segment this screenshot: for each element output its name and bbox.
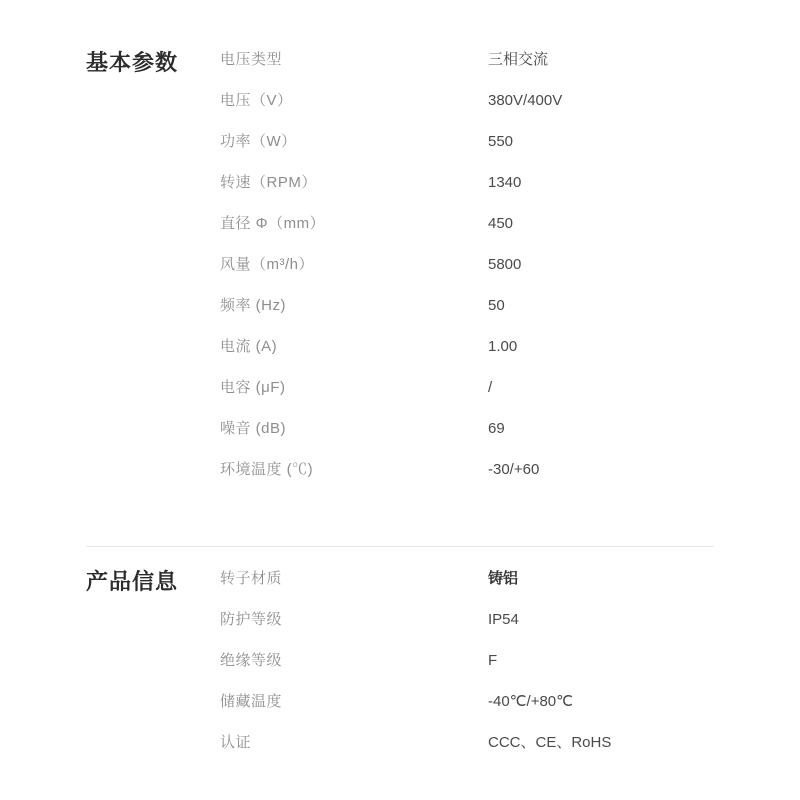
spec-value: 三相交流 [488, 51, 549, 68]
spec-row [220, 458, 800, 499]
section-title-basic: 基本参数 [86, 50, 179, 75]
spec-label: 电压类型 [220, 51, 283, 68]
spec-label: 直径 Φ（mm） [220, 215, 326, 232]
spec-row [220, 212, 800, 253]
spec-row [220, 171, 800, 212]
spec-label: 防护等级 [220, 611, 283, 628]
spec-row [220, 89, 800, 130]
spec-row [220, 376, 800, 417]
spec-label: 环境温度 (℃) [220, 461, 314, 478]
spec-row [220, 690, 800, 731]
spec-row [220, 417, 800, 458]
spec-label: 绝缘等级 [220, 652, 283, 669]
spec-value: 450 [488, 215, 514, 232]
spec-label: 噪音 (dB) [220, 420, 287, 437]
spec-table-product [220, 567, 800, 772]
spec-label: 转速（RPM） [220, 174, 317, 191]
spec-value: 5800 [488, 256, 522, 273]
spec-row [220, 335, 800, 376]
spec-value: -30/+60 [488, 461, 540, 478]
spec-value: IP54 [488, 611, 519, 628]
spec-label: 认证 [220, 734, 252, 751]
spec-label: 储藏温度 [220, 693, 283, 710]
spec-row [220, 567, 800, 608]
spec-value: 铸铝 [488, 570, 519, 587]
spec-label: 频率 (Hz) [220, 297, 286, 314]
spec-value: 550 [488, 133, 514, 150]
spec-label: 功率（W） [220, 133, 297, 150]
spec-value: 1.00 [488, 338, 518, 355]
spec-label: 电压（V） [220, 92, 293, 109]
spec-label: 转子材质 [220, 570, 283, 587]
spec-row [220, 48, 800, 89]
spec-value: 50 [488, 297, 505, 314]
spec-value: F [488, 652, 498, 669]
spec-row [220, 731, 800, 772]
spec-row [220, 253, 800, 294]
spec-label: 电流 (A) [220, 338, 278, 355]
spec-table-basic [220, 48, 800, 499]
section-title-product: 产品信息 [86, 569, 179, 594]
spec-value: 1340 [488, 174, 522, 191]
spec-row [220, 649, 800, 690]
spec-value: 69 [488, 420, 505, 437]
spec-row [220, 130, 800, 171]
spec-value: CCC、CE、RoHS [488, 734, 612, 751]
spec-label: 风量（m³/h） [220, 256, 315, 273]
spec-value: / [488, 379, 493, 396]
spec-value: -40℃/+80℃ [488, 693, 573, 710]
spec-row [220, 608, 800, 649]
section-product-info [0, 499, 800, 772]
spec-value: 380V/400V [488, 92, 563, 109]
spec-row [220, 294, 800, 335]
spec-label: 电容 (μF) [220, 379, 286, 396]
